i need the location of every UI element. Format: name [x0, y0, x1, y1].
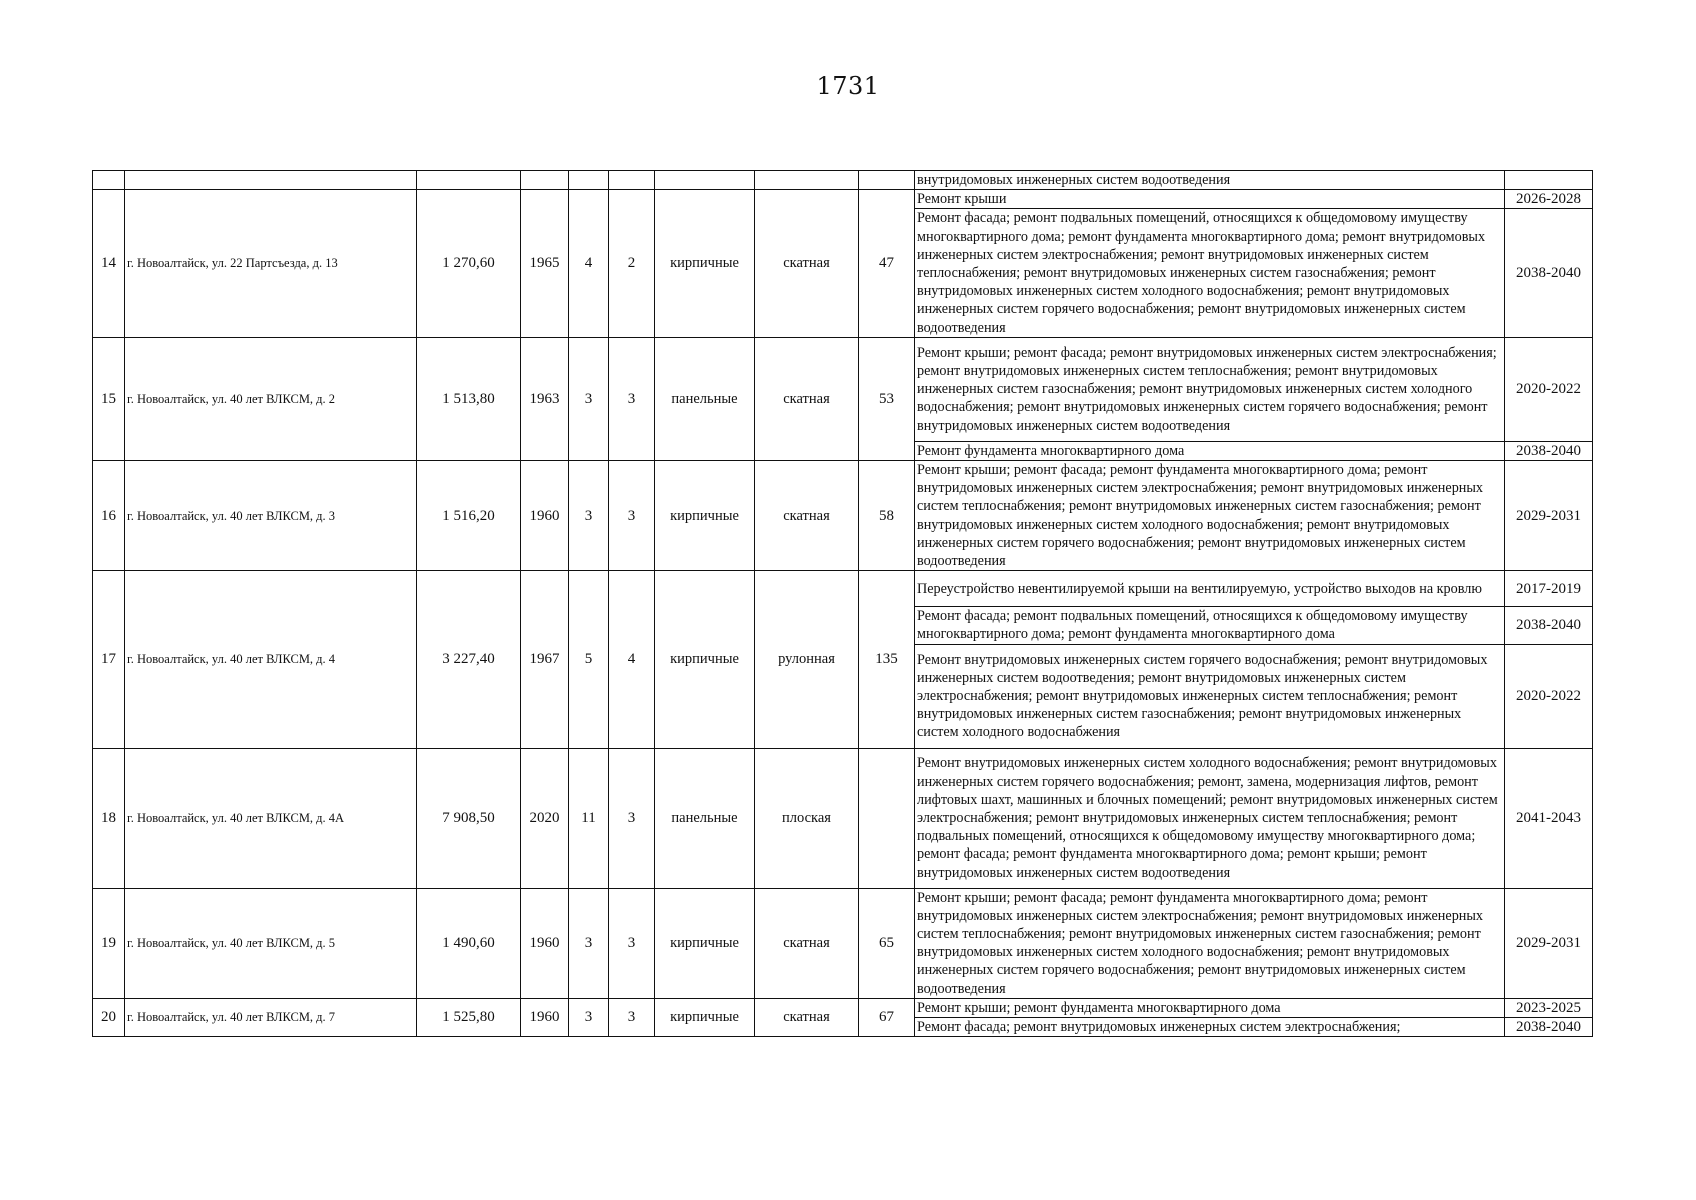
apartments-cell: 58: [859, 461, 915, 571]
entrances-cell: 3: [609, 748, 655, 888]
year-cell: 1967: [521, 571, 569, 748]
table-row: [93, 571, 1593, 607]
works-cell: Ремонт крыши; ремонт фасада; ремонт внутридомовых инженерных систем электроснабжения; ремонт внутридомовых инженерных систем теплоснабжения; ремонт внутридомовых инженерных систем газоснабжения; ремонт внутридомовых инженерных систем холодного водоснабжения; ремонт внутридомовых инженерных систем горячего водоснабжения; ремонт внутридомовых инженерных систем водоотведения: [915, 337, 1505, 441]
table-row: [93, 461, 1593, 571]
wall-material-cell: кирпичные: [655, 190, 755, 338]
floors-cell: 3: [569, 337, 609, 460]
area-cell: 1 525,80: [417, 998, 521, 1036]
period-cell: 2038-2040: [1505, 441, 1593, 460]
table-row: [93, 748, 1593, 888]
entrances-cell: 3: [609, 998, 655, 1036]
table-row: [93, 171, 1593, 190]
apartments-cell: 135: [859, 571, 915, 748]
wall-material-cell: панельные: [655, 748, 755, 888]
year-cell: 1963: [521, 337, 569, 460]
year-cell: 1960: [521, 888, 569, 998]
year-cell: [521, 171, 569, 190]
period-cell: 2029-2031: [1505, 888, 1593, 998]
floors-cell: 4: [569, 190, 609, 338]
works-cell: Ремонт крыши; ремонт фундамента многоквартирного дома: [915, 998, 1505, 1017]
table-row: [93, 888, 1593, 998]
area-cell: 7 908,50: [417, 748, 521, 888]
wall-material-cell: кирпичные: [655, 998, 755, 1036]
entrances-cell: 4: [609, 571, 655, 748]
roof-type-cell: плоская: [755, 748, 859, 888]
period-cell: 2020-2022: [1505, 644, 1593, 748]
period-cell: 2038-2040: [1505, 1018, 1593, 1037]
row-number-cell: [93, 171, 125, 190]
apartments-cell: [859, 748, 915, 888]
floors-cell: 3: [569, 461, 609, 571]
period-cell: 2038-2040: [1505, 209, 1593, 337]
floors-cell: [569, 171, 609, 190]
period-cell: 2026-2028: [1505, 190, 1593, 209]
area-cell: 1 490,60: [417, 888, 521, 998]
area-cell: 1 513,80: [417, 337, 521, 460]
table-body: [93, 171, 1593, 1037]
year-cell: 1965: [521, 190, 569, 338]
table-row: [93, 190, 1593, 209]
address-cell: г. Новоалтайск, ул. 40 лет ВЛКСМ, д. 7: [125, 998, 417, 1036]
works-cell: Ремонт крыши: [915, 190, 1505, 209]
entrances-cell: 2: [609, 190, 655, 338]
table-row: [93, 337, 1593, 441]
period-cell: 2017-2019: [1505, 571, 1593, 607]
area-cell: [417, 171, 521, 190]
entrances-cell: 3: [609, 461, 655, 571]
area-cell: 3 227,40: [417, 571, 521, 748]
address-cell: г. Новоалтайск, ул. 40 лет ВЛКСМ, д. 4А: [125, 748, 417, 888]
period-cell: 2041-2043: [1505, 748, 1593, 888]
floors-cell: 3: [569, 888, 609, 998]
address-cell: г. Новоалтайск, ул. 40 лет ВЛКСМ, д. 2: [125, 337, 417, 460]
works-cell: Ремонт фасада; ремонт внутридомовых инженерных систем электроснабжения;: [915, 1018, 1505, 1037]
row-number-cell: 17: [93, 571, 125, 748]
apartments-cell: 47: [859, 190, 915, 338]
row-number-cell: 19: [93, 888, 125, 998]
year-cell: 1960: [521, 998, 569, 1036]
works-cell: внутридомовых инженерных систем водоотведения: [915, 171, 1505, 190]
floors-cell: 11: [569, 748, 609, 888]
page-number: 1731: [816, 72, 880, 100]
roof-type-cell: скатная: [755, 190, 859, 338]
wall-material-cell: кирпичные: [655, 571, 755, 748]
wall-material-cell: панельные: [655, 337, 755, 460]
row-number-cell: 15: [93, 337, 125, 460]
address-cell: г. Новоалтайск, ул. 40 лет ВЛКСМ, д. 4: [125, 571, 417, 748]
roof-type-cell: скатная: [755, 998, 859, 1036]
works-cell: Переустройство невентилируемой крыши на вентилируемую, устройство выходов на кровлю: [915, 571, 1505, 607]
works-cell: Ремонт крыши; ремонт фасада; ремонт фундамента многоквартирного дома; ремонт внутридомовых инженерных систем электроснабжения; ремонт внутридомовых инженерных систем теплоснабжения; ремонт внутридомовых инженерных систем газоснабжения; ремонт внутридомовых инженерных систем холодного водоснабжения; ремонт внутридомовых инженерных систем горячего водоснабжения; ремонт внутридомовых инженерных систем водоотведения: [915, 888, 1505, 998]
works-cell: Ремонт крыши; ремонт фасада; ремонт фундамента многоквартирного дома; ремонт внутридомовых инженерных систем электроснабжения; ремонт внутридомовых инженерных систем теплоснабжения; ремонт внутридомовых инженерных систем газоснабжения; ремонт внутридомовых инженерных систем холодного водоснабжения; ремонт внутридомовых инженерных систем горячего водоснабжения; ремонт внутридомовых инженерных систем водоотведения: [915, 461, 1505, 571]
apartments-cell: [859, 171, 915, 190]
floors-cell: 3: [569, 998, 609, 1036]
address-cell: г. Новоалтайск, ул. 22 Партсъезда, д. 13: [125, 190, 417, 338]
wall-material-cell: [655, 171, 755, 190]
period-cell: [1505, 171, 1593, 190]
period-cell: 2029-2031: [1505, 461, 1593, 571]
period-cell: 2023-2025: [1505, 998, 1593, 1017]
row-number-cell: 16: [93, 461, 125, 571]
apartments-cell: 65: [859, 888, 915, 998]
entrances-cell: 3: [609, 337, 655, 460]
year-cell: 1960: [521, 461, 569, 571]
roof-type-cell: скатная: [755, 461, 859, 571]
entrances-cell: [609, 171, 655, 190]
roof-type-cell: скатная: [755, 337, 859, 460]
wall-material-cell: кирпичные: [655, 888, 755, 998]
housing-repair-table: [92, 170, 1593, 1037]
floors-cell: 5: [569, 571, 609, 748]
roof-type-cell: скатная: [755, 888, 859, 998]
area-cell: 1 270,60: [417, 190, 521, 338]
period-cell: 2020-2022: [1505, 337, 1593, 441]
address-cell: [125, 171, 417, 190]
table-row: [93, 998, 1593, 1017]
wall-material-cell: кирпичные: [655, 461, 755, 571]
address-cell: г. Новоалтайск, ул. 40 лет ВЛКСМ, д. 5: [125, 888, 417, 998]
period-cell: 2038-2040: [1505, 607, 1593, 644]
area-cell: 1 516,20: [417, 461, 521, 571]
works-cell: Ремонт фасада; ремонт подвальных помещений, относящихся к общедомовому имуществу многоквартирного дома; ремонт фундамента многоквартирного дома; ремонт внутридомовых инженерных систем электроснабжения; ремонт внутридомовых инженерных систем теплоснабжения; ремонт внутридомовых инженерных систем газоснабжения; ремонт внутридомовых инженерных систем холодного водоснабжения; ремонт внутридомовых инженерных систем горячего водоснабжения; ремонт внутридомовых инженерных систем водоотведения: [915, 209, 1505, 337]
roof-type-cell: рулонная: [755, 571, 859, 748]
works-cell: Ремонт внутридомовых инженерных систем горячего водоснабжения; ремонт внутридомовых инженерных систем водоотведения; ремонт внутридомовых инженерных систем электроснабжения; ремонт внутридомовых инженерных систем теплоснабжения; ремонт внутридомовых инженерных систем газоснабжения; ремонт внутридомовых инженерных систем холодного водоснабжения: [915, 644, 1505, 748]
works-cell: Ремонт фасада; ремонт подвальных помещений, относящихся к общедомовому имуществу многоквартирного дома; ремонт фундамента многоквартирного дома: [915, 607, 1505, 644]
roof-type-cell: [755, 171, 859, 190]
works-cell: Ремонт внутридомовых инженерных систем холодного водоснабжения; ремонт внутридомовых инженерных систем горячего водоснабжения; ремонт, замена, модернизация лифтов, ремонт лифтовых шахт, машинных и блочных помещений; ремонт внутридомовых инженерных систем электроснабжения; ремонт внутридомовых инженерных систем теплоснабжения; ремонт подвальных помещений, относящихся к общедомовому имуществу многоквартирного дома; ремонт фасада; ремонт фундамента многоквартирного дома; ремонт крыши; ремонт внутридомовых инженерных систем водоотведения: [915, 748, 1505, 888]
works-cell: Ремонт фундамента многоквартирного дома: [915, 441, 1505, 460]
row-number-cell: 14: [93, 190, 125, 338]
apartments-cell: 53: [859, 337, 915, 460]
row-number-cell: 18: [93, 748, 125, 888]
year-cell: 2020: [521, 748, 569, 888]
row-number-cell: 20: [93, 998, 125, 1036]
address-cell: г. Новоалтайск, ул. 40 лет ВЛКСМ, д. 3: [125, 461, 417, 571]
apartments-cell: 67: [859, 998, 915, 1036]
entrances-cell: 3: [609, 888, 655, 998]
